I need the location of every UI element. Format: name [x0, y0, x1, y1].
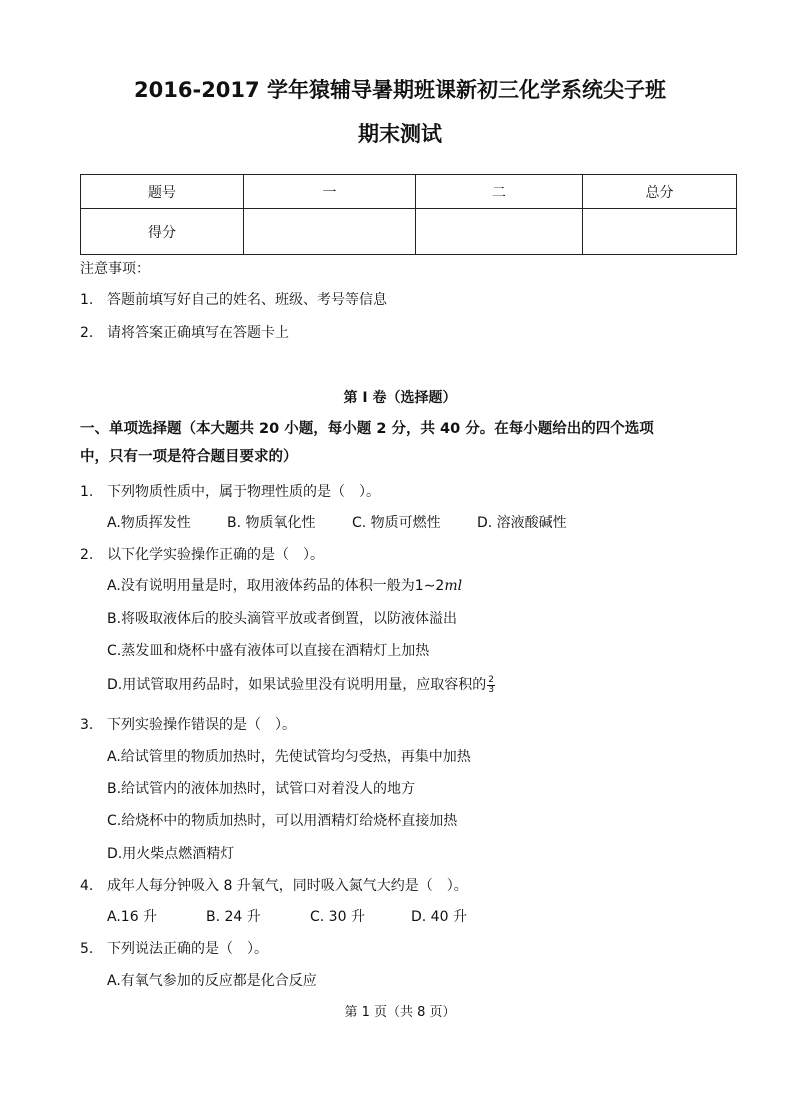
score-table	[80, 174, 737, 255]
question-1-options	[107, 512, 567, 532]
notice-item-text: 请将答案正确填写在答题卡上	[107, 325, 289, 341]
score-cell[interactable]	[244, 209, 416, 255]
option-b[interactable]: B. 物质氧化性	[227, 515, 316, 531]
question-stem: 下列说法正确的是（ ）。	[107, 941, 268, 957]
option-d-text: D.用试管取用药品时，如果试验里没有说明用量，应取容积的	[107, 677, 487, 693]
score-cell[interactable]	[583, 209, 737, 255]
fraction-numerator: 2	[488, 674, 494, 685]
score-row-label: 得分	[81, 209, 244, 255]
option-b[interactable]: B.给试管内的液体加热时，试管口对着没人的地方	[107, 781, 416, 797]
fraction-two-thirds	[487, 676, 495, 695]
option-d[interactable]: D.用火柴点燃酒精灯	[107, 846, 235, 862]
question-number: 1.	[80, 484, 94, 500]
score-header-cell: 题号	[81, 175, 244, 209]
question-stem: 以下化学实验操作正确的是（ ）。	[107, 547, 324, 563]
question-2	[80, 544, 324, 564]
option-c[interactable]: C. 30 升	[310, 909, 365, 925]
option-a-unit: ml	[444, 578, 463, 594]
volume-title: 第 I 卷（选择题）	[343, 390, 457, 406]
question-number: 2.	[80, 547, 94, 563]
question-stem: 下列物质性质中，属于物理性质的是（ ）。	[107, 484, 380, 500]
notice-heading: 注意事项：	[80, 261, 150, 277]
notice-item	[80, 322, 289, 342]
option-a[interactable]: A.物质挥发性	[107, 515, 191, 531]
option-c[interactable]: C.给烧杯中的物质加热时，可以用酒精灯给烧杯直接加热	[107, 813, 458, 829]
question-4-options	[107, 906, 467, 926]
score-table-header-row	[81, 175, 737, 209]
score-table-score-row	[81, 209, 737, 255]
question-stem: 成年人每分钟吸入 8 升氧气，同时吸入氮气大约是（ ）。	[107, 878, 468, 894]
option-d[interactable]: D. 40 升	[411, 909, 467, 925]
section-heading-line2: 中，只有一项是符合题目要求的）	[80, 449, 298, 465]
option-a[interactable]: A.有氧气参加的反应都是化合反应	[107, 973, 317, 989]
option-c[interactable]: C.蒸发皿和烧杯中盛有液体可以直接在酒精灯上加热	[107, 643, 430, 659]
question-1	[80, 481, 380, 501]
question-number: 3.	[80, 717, 94, 733]
notice-item	[80, 289, 387, 309]
question-number: 4.	[80, 878, 94, 894]
option-d[interactable]	[107, 674, 495, 695]
notice-item-number: 2.	[80, 325, 94, 341]
fraction-denominator: 3	[488, 684, 494, 695]
question-3	[80, 714, 296, 734]
option-d[interactable]: D. 溶液酸碱性	[477, 515, 567, 531]
option-a[interactable]: A.给试管里的物质加热时，先使试管均匀受热，再集中加热	[107, 749, 471, 765]
question-number: 5.	[80, 941, 94, 957]
score-header-cell: 二	[416, 175, 583, 209]
notice-item-text: 答题前填写好自己的姓名、班级、考号等信息	[107, 292, 387, 308]
option-c[interactable]: C. 物质可燃性	[352, 515, 441, 531]
option-b[interactable]: B. 24 升	[206, 909, 261, 925]
option-a-text: A.没有说明用量是时，取用液体药品的体积一般为	[107, 578, 415, 594]
option-a[interactable]: A.16 升	[107, 909, 158, 925]
question-stem: 下列实验操作错误的是（ ）。	[107, 717, 296, 733]
score-header-cell: 总分	[583, 175, 737, 209]
score-header-cell: 一	[244, 175, 416, 209]
question-4	[80, 875, 468, 895]
score-cell[interactable]	[416, 209, 583, 255]
exam-subtitle: 期末测试	[358, 122, 442, 146]
notice-item-number: 1.	[80, 292, 94, 308]
exam-title: 2016-2017 学年猿辅导暑期班课新初三化学系统尖子班	[134, 78, 666, 102]
option-a[interactable]	[107, 575, 462, 595]
option-b[interactable]: B.将吸取液体后的胶头滴管平放或者倒置，以防液体溢出	[107, 611, 458, 627]
option-a-range: 1∼2	[414, 578, 445, 594]
page-footer: 第 1 页（共 8 页）	[344, 1005, 456, 1020]
question-5	[80, 938, 268, 958]
section-heading-line1: 一、单项选择题（本大题共 20 小题，每小题 2 分，共 40 分。在每小题给出的四个选项	[80, 421, 654, 437]
